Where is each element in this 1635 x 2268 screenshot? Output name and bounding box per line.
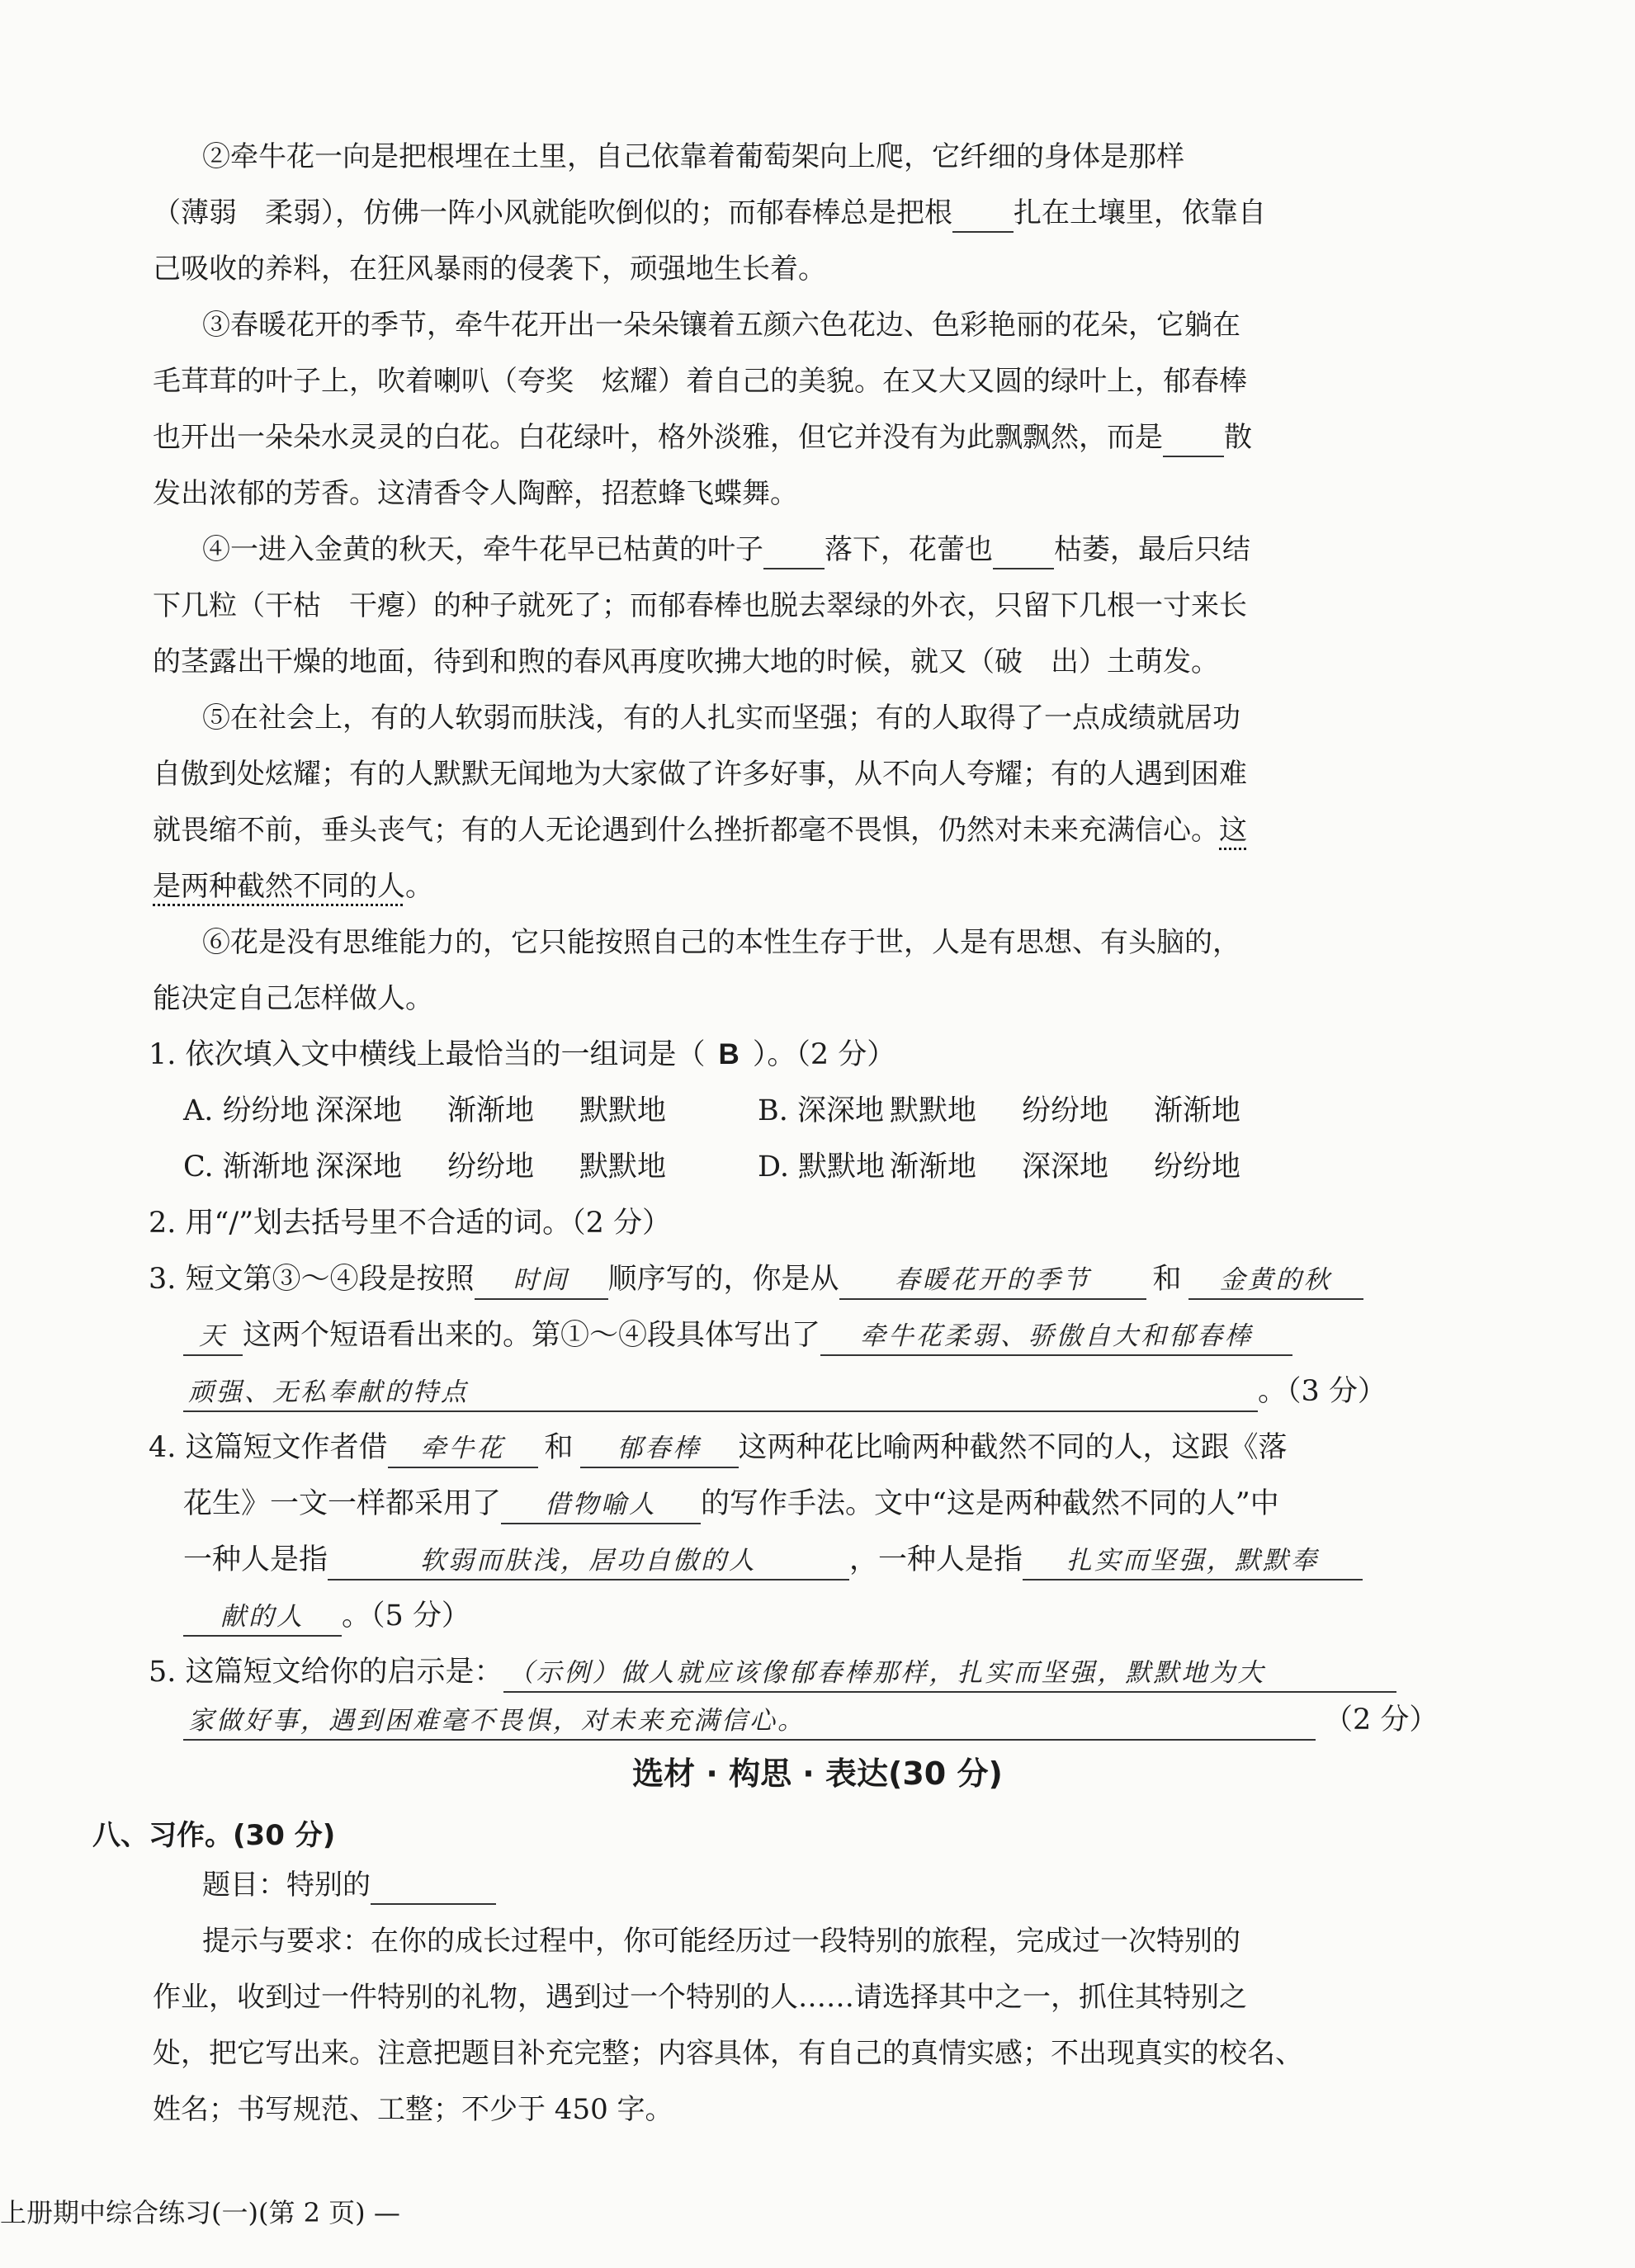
question-4-line: 花生》一文一样都采用了 借物喻人 的写作手法。文中“这是两种截然不同的人”中: [183, 1486, 1279, 1524]
passage-line: ②牵牛花一向是把根埋在土里，自己依靠着葡萄架向上爬，它纤细的身体是那样: [202, 140, 1184, 173]
passage-line: 己吸收的养料，在狂风暴雨的侵袭下，顽强地生长着。: [153, 253, 826, 286]
question-5-line: 家做好事，遇到困难毫不畏惧，对未来充满信心。 （2 分）: [183, 1702, 1438, 1741]
passage-line: 发出浓郁的芳香。这清香令人陶醉，招惹蜂飞蝶舞。: [153, 477, 798, 510]
composition-heading: 八、习作。(30 分): [92, 1819, 336, 1852]
handwritten-answer: 春暖花开的季节: [839, 1262, 1146, 1300]
passage-line: ④一进入金黄的秋天，牵牛花早已枯黄的叶子 落下，花蕾也 枯萎，最后只结: [202, 532, 1250, 569]
passage-line: ⑥花是没有思维能力的，它只能按照自己的本性生存于世，人是有思想、有头脑的，: [202, 926, 1240, 959]
dotted-emphasis: 是两种截然不同的人: [153, 870, 405, 903]
handwritten-answer: 牵牛花柔弱、骄傲自大和郁春棒: [820, 1318, 1292, 1356]
handwritten-answer: 时间: [475, 1262, 608, 1300]
passage-line: 毛茸茸的叶子上，吹着喇叭（夸奖 炫耀）着自己的美貌。在又大又圆的绿叶上，郁春棒: [153, 365, 1247, 398]
handwritten-answer: 顽强、无私奉献的特点: [183, 1374, 1258, 1412]
question-4: 4. 这篇短文作者借 牵牛花 和 郁春棒 这两种花比喻两种截然不同的人，这跟《落: [149, 1429, 1288, 1468]
composition-line: 作业，收到过一件特别的礼物，遇到过一个特别的人……请选择其中之一，抓住其特别之: [153, 1981, 1247, 2014]
passage-line: 下几粒（干枯 干瘪）的种子就死了；而郁春棒也脱去翠绿的外衣，只留下几根一寸来长: [153, 589, 1247, 622]
passage-line: （薄弱 柔弱），仿佛一阵小风就能吹倒似的；而郁春棒总是把根 扎在土壤里，依靠自: [153, 195, 1266, 233]
handwritten-answer: 郁春棒: [580, 1430, 739, 1468]
handwritten-answer: 家做好事，遇到困难毫不畏惧，对未来充满信心。: [183, 1703, 1316, 1741]
composition-line: 处，把它写出来。注意把题目补充完整；内容具体，有自己的真情实感；不出现真实的校名、: [153, 2037, 1303, 2070]
handwritten-answer: （示例）做人就应该像郁春棒那样，扎实而坚强，默默地为大: [503, 1655, 1396, 1693]
passage-line: 就畏缩不前，垂头丧气；有的人无论遇到什么挫折都毫不畏惧，仍然对未来充满信心。这: [153, 814, 1247, 847]
question-1: 1. 依次填入文中横线上最恰当的一组词是（ B ）。（2 分）: [149, 1038, 896, 1071]
composition-topic: 题目：特别的: [202, 1867, 496, 1905]
question-4-line: 献的人 。（5 分）: [183, 1598, 470, 1637]
passage-line: 自傲到处炫耀；有的人默默无闻地为大家做了许多好事，从不向人夸耀；有的人遇到困难: [153, 758, 1247, 791]
handwritten-answer: 天: [183, 1318, 243, 1356]
question-1-options-row: A. 纷纷地 深深地 渐渐地 默默地 B. 深深地 默默地 纷纷地 渐渐地: [183, 1094, 1241, 1127]
answer-choice: B: [718, 1038, 740, 1070]
question-3-line: 顽强、无私奉献的特点 。（3 分）: [183, 1373, 1387, 1412]
blank-line: [993, 532, 1054, 569]
section-title: 选材 · 构思 · 表达(30 分): [632, 1755, 1003, 1792]
question-5: 5. 这篇短文给你的启示是： （示例）做人就应该像郁春棒那样，扎实而坚强，默默地为大: [149, 1654, 1396, 1693]
passage-line: ③春暖花开的季节，牵牛花开出一朵朵镶着五颜六色花边、色彩艳丽的花朵，它躺在: [202, 309, 1240, 342]
question-3-line: 天 这两个短语看出来的。第①～④段具体写出了 牵牛花柔弱、骄傲自大和郁春棒: [183, 1317, 1292, 1356]
question-1-options-row: C. 渐渐地 深深地 纷纷地 默默地 D. 默默地 渐渐地 深深地 纷纷地: [183, 1151, 1241, 1184]
composition-line: 姓名；书写规范、工整；不少于 450 字。: [153, 2093, 673, 2126]
handwritten-answer: 金黄的秋: [1188, 1262, 1363, 1300]
handwritten-answer: 牵牛花: [388, 1430, 538, 1468]
page-footer: 上册期中综合练习(一)(第 2 页) —: [0, 2197, 400, 2228]
passage-line: 能决定自己怎样做人。: [153, 982, 433, 1015]
topic-blank: [371, 1867, 496, 1905]
passage-line: ⑤在社会上，有的人软弱而肤浅，有的人扎实而坚强；有的人取得了一点成绩就居功: [202, 702, 1240, 735]
handwritten-answer: 扎实而坚强，默默奉: [1023, 1543, 1363, 1581]
handwritten-answer: 借物喻人: [501, 1486, 701, 1524]
passage-line: 也开出一朵朵水灵灵的白花。白花绿叶，格外淡雅，但它并没有为此飘飘然，而是 散: [153, 419, 1252, 457]
question-2: 2. 用“/”划去括号里不合适的词。（2 分）: [149, 1207, 671, 1240]
handwritten-answer: 软弱而肤浅，居功自傲的人: [328, 1543, 849, 1581]
passage-line: 是两种截然不同的人。: [153, 870, 433, 903]
composition-line: 提示与要求：在你的成长过程中，你可能经历过一段特别的旅程，完成过一次特别的: [202, 1925, 1240, 1958]
blank-line: [763, 532, 825, 569]
question-3: 3. 短文第③～④段是按照 时间 顺序写的，你是从 春暖花开的季节 和 金黄的秋: [149, 1261, 1363, 1300]
blank-line: [952, 195, 1014, 233]
blank-line: [1163, 419, 1224, 457]
passage-line: 的茎露出干燥的地面，待到和煦的春风再度吹拂大地的时候，就又（破 出）土萌发。: [153, 645, 1219, 678]
question-4-line: 一种人是指 软弱而肤浅，居功自傲的人 ，一种人是指 扎实而坚强，默默奉: [183, 1542, 1363, 1581]
handwritten-answer: 献的人: [183, 1599, 342, 1637]
